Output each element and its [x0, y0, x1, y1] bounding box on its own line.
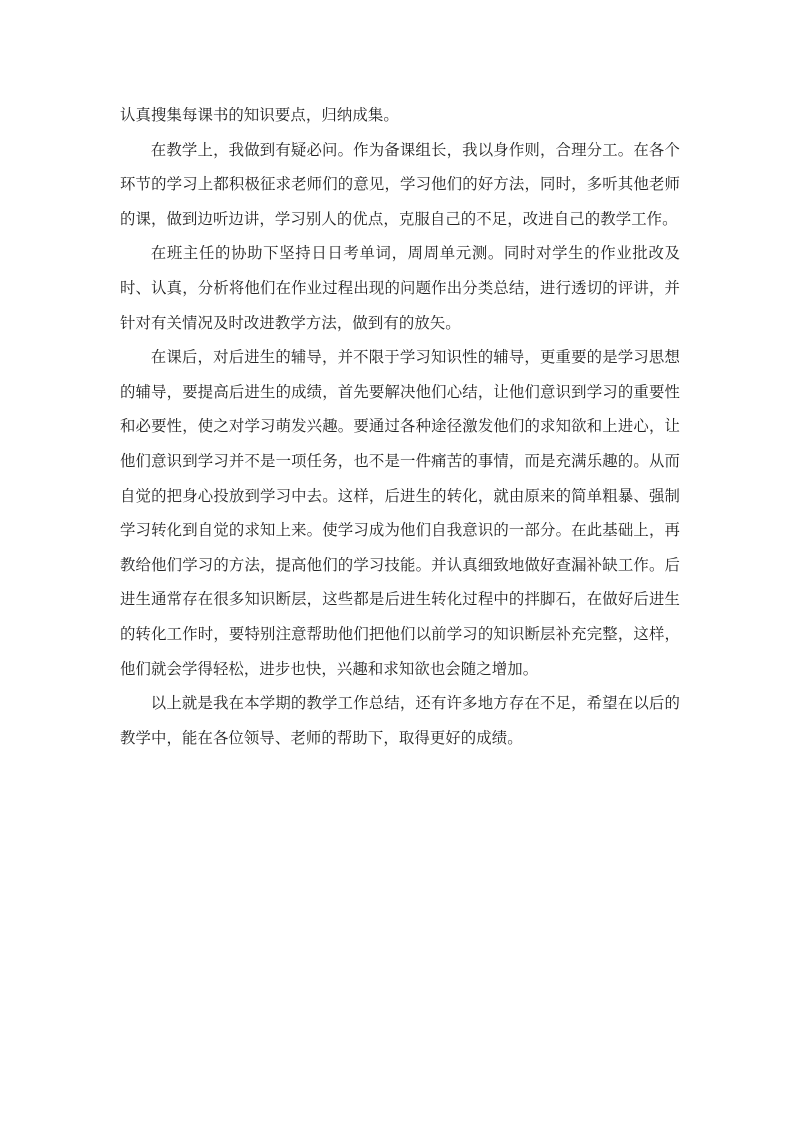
paragraph-5: 以上就是我在本学期的教学工作总结，还有许多地方存在不足，希望在以后的教学中，能在各位领导、老师的帮助下，取得更好的成绩。: [120, 694, 680, 747]
paragraph-3: 在班主任的协助下坚持日日考单词，周周单元测。同时对学生的作业批改及时、认真，分析将他们在作业过程出现的问题作出分类总结，进行透切的评讲，并针对有关情况及时改进教学方法，做到有的放矢。: [120, 244, 680, 332]
paragraph-4: 在课后，对后进生的辅导，并不限于学习知识性的辅导，更重要的是学习思想的辅导，要提高后进生的成绩，首先要解决他们心结，让他们意识到学习的重要性和必要性，使之对学习萌发兴趣。要通过各种途径激发他们的求知欲和上进心，让他们意识到学习并不是一项任务，也不是一件痛苦的事情，而是充满乐趣的。从而自觉的把身心投放到学习中去。这样，后进生的转化，就由原来的简单粗暴、强制学习转化到自觉的求知上来。使学习成为他们自我意识的一部分。在此基础上，再教给他们学习的方法，提高他们的学习技能。并认真细致地做好查漏补缺工作。后进生通常存在很多知识断层，这些都是后进生转化过程中的拌脚石，在做好后进生的转化工作时，要特别注意帮助他们把他们以前学习的知识断层补充完整，这样，他们就会学得轻松，进步也快，兴趣和求知欲也会随之增加。: [120, 348, 680, 678]
paragraph-2: 在教学上，我做到有疑必问。作为备课组长，我以身作则，合理分工。在各个环节的学习上都积极征求老师们的意见，学习他们的好方法，同时，多听其他老师的课，做到边听边讲，学习别人的优点，克服自己的不足，改进自己的教学工作。: [120, 140, 680, 228]
document-body: [120, 98, 680, 755]
paragraph-1: 认真搜集每课书的知识要点，归纳成集。: [120, 106, 399, 124]
